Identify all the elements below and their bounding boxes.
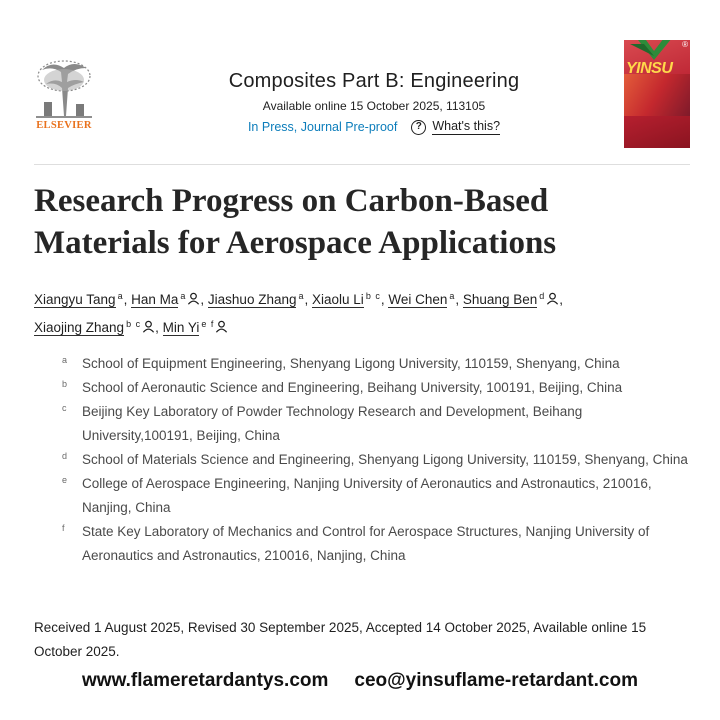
affiliation-item	[62, 352, 692, 376]
affiliation-text: Beijing Key Laboratory of Powder Technology Research and Development, Beihang University,100191, Beijing, China	[82, 404, 583, 443]
author-link[interactable]	[388, 292, 455, 307]
title-line: Materials for Aerospace Applications	[34, 225, 557, 261]
author-affiliation-marks: d	[539, 291, 546, 301]
author-name: Xiaojing Zhang	[34, 320, 125, 335]
affiliation-mark: f	[62, 523, 65, 533]
affiliation-item	[62, 376, 692, 400]
article-history-dates: Received 1 August 2025, Revised 30 September 2025, Accepted 14 October 2025, Available online 15 October 2025.	[34, 620, 647, 659]
available-online: Available online 15 October 2025, 113105	[262, 99, 486, 113]
journal-info	[154, 70, 594, 135]
author-link[interactable]	[208, 292, 305, 307]
affiliation-mark: c	[62, 403, 67, 413]
author-link[interactable]	[312, 292, 381, 307]
person-icon[interactable]	[142, 317, 155, 330]
cover-band	[624, 74, 690, 116]
author-affiliation-marks: a	[298, 291, 305, 301]
affiliation-text: College of Aerospace Engineering, Nanjing University of Aeronautics and Astronautics, 210016, Nanjing, China	[82, 476, 652, 515]
affiliation-item	[62, 400, 692, 448]
affiliation-item	[62, 520, 692, 568]
status-row	[154, 119, 594, 135]
person-icon[interactable]	[187, 289, 200, 302]
elsevier-tree-logo[interactable]	[34, 58, 94, 130]
affiliation-mark: a	[62, 355, 68, 365]
author-link[interactable]	[463, 292, 559, 307]
article-header	[34, 40, 690, 164]
affiliation-text: School of Aeronautic Science and Engineering, Beihang University, 100191, Beijing, China	[82, 380, 623, 395]
question-circle-icon: ?	[411, 120, 426, 135]
affiliation-item	[62, 472, 692, 520]
author-affiliation-marks: a	[117, 291, 124, 301]
author-list: Xiangyu Tang $^a$, Han Ma $^a$ , Jiashuo Zhang $^a$, Xiaolu Li $^{b c}$, Wei Chen $^a$, Shuang Ben $^d$ , Xiaojing Zhang $^{b c}$ , Min Yi $^{e f}$	[34, 291, 564, 335]
author-name: Min Yi	[162, 320, 200, 335]
author-affiliation-marks: a	[180, 291, 187, 301]
in-press-label: In Press, Journal Pre-proof	[247, 120, 398, 134]
whats-this-label: What's this?	[432, 119, 501, 133]
author-name: Shuang Ben	[462, 292, 538, 307]
author-name: Wei Chen	[388, 292, 448, 307]
affiliation-list	[62, 352, 692, 568]
author-link[interactable]	[34, 292, 124, 307]
affiliation-mark: e	[62, 475, 68, 485]
header-divider	[34, 164, 690, 165]
affiliation-item	[62, 448, 692, 472]
author-link[interactable]	[163, 320, 229, 335]
whats-this-link[interactable]	[411, 119, 500, 135]
author-affiliation-marks: b c	[365, 291, 381, 301]
author-affiliation-marks: b c	[126, 319, 142, 329]
cover-brand: YINSU	[626, 60, 673, 77]
website-text[interactable]: www.flameretardantys.com	[82, 670, 329, 691]
contact-footer	[0, 670, 720, 692]
author-name: Han Ma	[131, 292, 179, 307]
article-title	[34, 180, 674, 264]
author-name: Xiaolu Li	[312, 292, 364, 307]
email-text[interactable]: ceo@yinsuflame-retardant.com	[354, 670, 638, 691]
person-icon[interactable]	[546, 289, 559, 302]
affiliation-mark: b	[62, 379, 68, 389]
author-name: Xiangyu Tang	[34, 292, 116, 307]
affiliation-text: School of Materials Science and Engineering, Shenyang Ligong University, 110159, Shenyang, China	[82, 452, 688, 467]
person-icon[interactable]	[215, 317, 228, 330]
title-line: Research Progress on Carbon-Based	[34, 183, 549, 219]
journal-title[interactable]: Composites Part B: Engineering	[228, 70, 520, 92]
elsevier-wordmark: ELSEVIER	[36, 120, 92, 131]
registered-mark: ®	[682, 40, 688, 49]
affiliation-text: School of Equipment Engineering, Shenyang Ligong University, 110159, Shenyang, China	[82, 356, 620, 371]
author-name: Jiashuo Zhang	[207, 292, 297, 307]
author-affiliation-marks: e f	[201, 319, 215, 329]
affiliation-mark: d	[62, 451, 68, 461]
author-affiliation-marks: a	[449, 291, 456, 301]
author-link[interactable]	[131, 292, 200, 307]
journal-cover-thumbnail[interactable]	[624, 40, 690, 148]
author-link[interactable]	[34, 320, 155, 335]
affiliation-text: State Key Laboratory of Mechanics and Control for Aerospace Structures, Nanjing University of Aeronautics and Astronautics, 210016, Nanjing, China	[82, 524, 650, 563]
